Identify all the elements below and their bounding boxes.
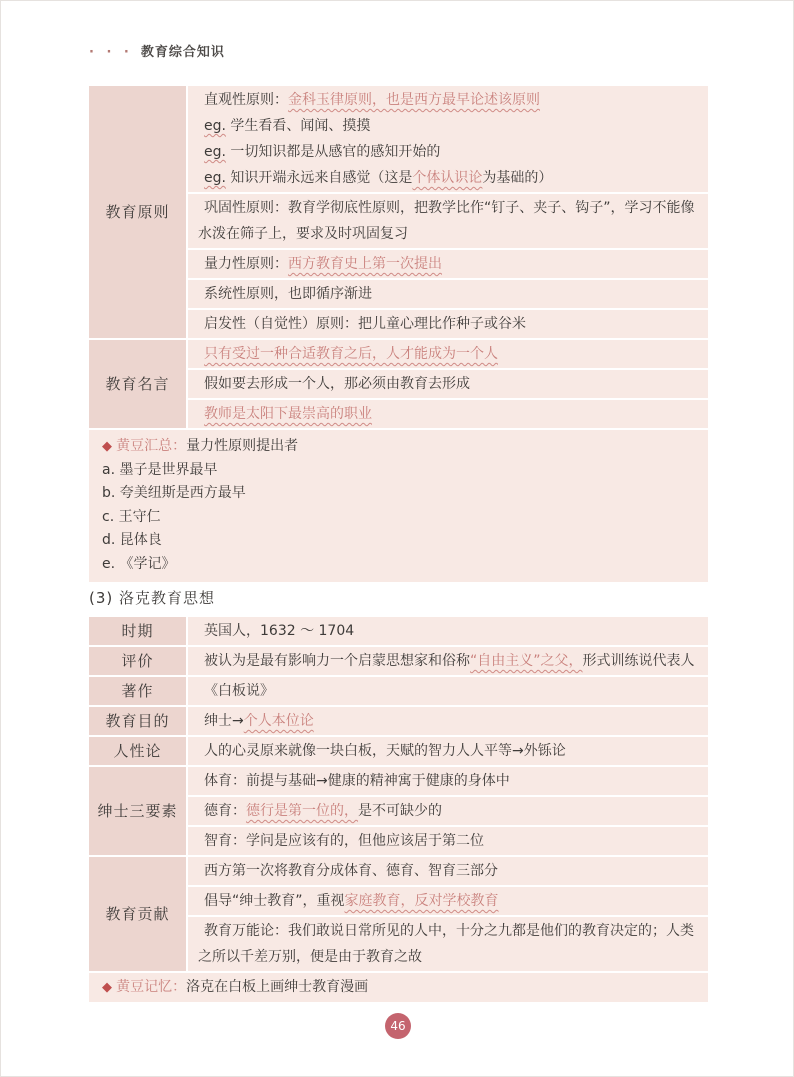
table-row-group [89,707,708,735]
text-segment: 人的心灵原来就像一块白板，天赋的智力人人平等→外铄论 [204,743,566,759]
row-content-stack [188,707,708,735]
table-cell [89,973,708,1002]
table-cell [188,647,708,675]
table-cell [188,677,708,705]
table-cell [188,370,708,398]
text-segment: 家庭教育，反对学校教育 [344,893,499,909]
table-cell [188,310,708,338]
text-segment: eg. [204,118,226,134]
text-segment: c. 王守仁 [102,508,161,525]
text-segment: 是不可缺少的 [358,803,442,819]
table-paragraph [198,918,704,970]
row-content-stack [188,737,708,765]
text-segment: 量力性原则提出者 [186,438,299,454]
table-cell [188,767,708,795]
table-paragraph [102,974,702,1001]
table-cell [188,340,708,368]
text-segment: 教师是太阳下最崇高的职业 [204,406,372,422]
text-segment: d. 昆体良 [102,532,162,548]
table-paragraph [198,139,704,165]
table-cell [188,887,708,915]
row-label: 绅士三要素 [89,767,186,855]
table-paragraph [198,371,704,397]
table-paragraph [198,858,704,884]
text-segment: b. 夸美纽斯是西方最早 [102,485,246,501]
row-label: 教育贡献 [89,857,186,971]
text-segment: 德育： [204,803,246,819]
table-paragraph [198,113,704,139]
table-paragraph [198,798,704,824]
table-cell [188,617,708,645]
table-cell [188,737,708,765]
row-content-stack [188,767,708,855]
table-paragraph [198,311,704,337]
table-paragraph [198,401,704,427]
text-segment: 黄豆记忆： [116,979,187,995]
table-paragraph [198,341,704,367]
text-segment: 绅士→ [204,713,244,729]
table-row-group [89,647,708,675]
row-label: 教育目的 [89,707,186,735]
text-segment: 西方第一次将教育分成体育、德育、智育三部分 [204,863,498,879]
text-segment: e. 《学记》 [102,555,176,572]
table-row-group [89,340,708,428]
text-segment: 德行是第一位的， [246,803,358,819]
text-segment: eg. [204,144,226,160]
row-content-stack [89,430,708,582]
text-segment: 假如要去形成一个人，那必须由教育去形成 [204,376,470,392]
diamond-bullet-icon: ◆ [102,439,117,454]
table-cell [188,797,708,825]
row-content-stack [188,86,708,338]
page-number: 46 [390,1019,406,1033]
row-label: 评价 [89,647,186,675]
table-paragraph [198,888,704,914]
table-paragraph [198,708,704,734]
education-principles-table [89,86,708,582]
text-segment: 黄豆汇总： [116,438,187,454]
text-segment: 直观性原则： [204,92,288,108]
table-paragraph [198,618,704,644]
text-segment: 金科玉律原则，也是西方最早论述该原则 [288,92,540,108]
table-paragraph [198,678,704,704]
diamond-bullet-icon: ◆ [102,980,117,995]
table-cell [188,917,708,971]
text-segment: 一切知识都是从感官的感知开始的 [225,144,441,160]
row-content-stack [188,857,708,971]
text-segment: 教育万能论：我们敢说日常所见的人中，十分之九都是他们的教育决定的；人类之所以千差万别，便是由于教育之故 [198,923,694,965]
text-segment: eg. [204,170,226,186]
table-cell [188,400,708,428]
table-paragraph [102,506,702,530]
table-paragraph [102,435,702,459]
table-row-group [89,857,708,971]
row-label: 教育原则 [89,86,186,338]
text-segment: 西方教育史上第一次提出 [288,256,442,272]
text-segment: 洛克在白板上画绅士教育漫画 [186,979,369,995]
page-number-badge [385,1013,411,1039]
text-segment: 英国人，1632 ～ 1704 [204,623,355,639]
table-paragraph [198,281,704,307]
table-row-full [89,973,708,1002]
table-row-group [89,617,708,645]
table-paragraph [198,195,704,247]
text-segment: 只有受过一种合适教育之后，人才能成为一个人 [204,346,498,362]
row-label: 教育名言 [89,340,186,428]
text-segment: 为基础的） [482,170,553,186]
table-row-full [89,430,708,582]
table-paragraph [198,87,704,113]
locke-education-table [89,617,708,1002]
text-segment: 个体认识论 [412,170,483,186]
table-cell [188,280,708,308]
table-paragraph [198,738,704,764]
text-segment: 量力性原则： [204,256,288,272]
page-header [89,41,225,60]
table-paragraph [102,553,702,577]
text-segment: 巩固性原则：教育学彻底性原则，把教学比作“钉子、夹子、钩子”，学习不能像水泼在筛子上，要求及时巩固复习 [198,200,695,242]
table-paragraph [102,482,702,506]
table-paragraph [198,648,704,674]
table-paragraph [102,529,702,553]
text-segment: 形式训练说代表人 [582,653,695,669]
table-cell [188,194,708,248]
text-segment: 个人本位论 [243,713,314,729]
row-content-stack [188,617,708,645]
table-row-group [89,86,708,338]
table-row-group [89,677,708,705]
table-cell [188,250,708,278]
table-cell [188,827,708,855]
row-content-stack [89,973,708,1002]
text-segment: 体育：前提与基础→健康的精神寓于健康的身体中 [204,773,510,789]
table-paragraph [198,828,704,854]
text-segment: 智育：学问是应该有的，但他应该居于第二位 [204,833,484,849]
row-label: 人性论 [89,737,186,765]
text-segment: 知识开端永远来自感觉（这是 [225,170,413,186]
table-cell [188,86,708,192]
table-paragraph [198,165,704,191]
text-segment: a. 墨子是世界最早 [102,461,218,478]
table-paragraph [198,251,704,277]
row-content-stack [188,677,708,705]
row-content-stack [188,647,708,675]
row-label: 时期 [89,617,186,645]
row-label: 著作 [89,677,186,705]
text-segment: 系统性原则，也即循序渐进 [204,286,372,302]
text-segment: 《白板说》 [204,683,274,699]
row-content-stack [188,340,708,428]
text-segment: 被认为是最有影响力一个启蒙思想家和俗称 [204,653,470,669]
header-dots-icon: · · · [89,45,133,60]
text-segment: 倡导“绅士教育”，重视 [204,893,345,909]
text-segment: 启发性（自觉性）原则：把儿童心理比作种子或谷米 [204,316,526,332]
table-row-group [89,767,708,855]
header-title: 教育综合知识 [140,45,225,60]
text-segment: “自由主义”之父， [470,653,583,669]
table-paragraph [198,768,704,794]
text-segment: 学生看看、闻闻、摸摸 [225,118,371,134]
table-cell [188,707,708,735]
section-heading-locke: (3) 洛克教育思想 [89,589,216,607]
table-paragraph [102,459,702,483]
table-cell [89,430,708,582]
table-cell [188,857,708,885]
table-row-group [89,737,708,765]
